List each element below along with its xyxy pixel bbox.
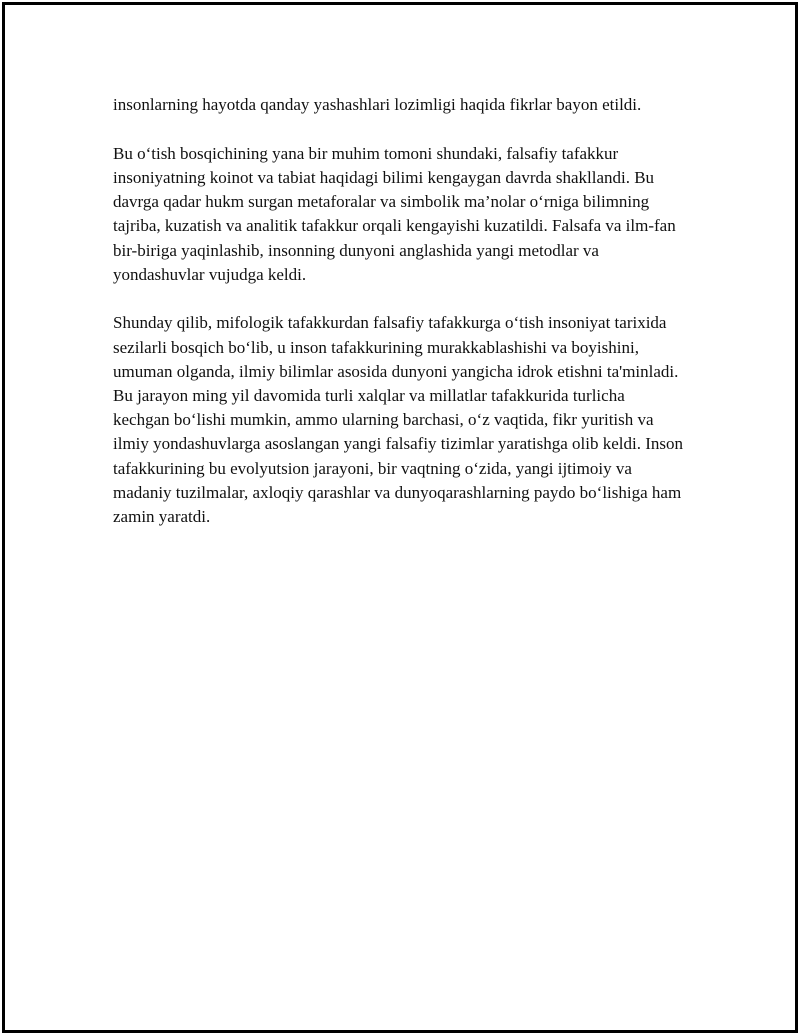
document-body [113, 93, 685, 529]
paragraph-3: Shunday qilib, mifologik tafakkurdan falsafiy tafakkurga o‘tish insoniyat tarixida sezilarli bosqich bo‘lib, u inson tafakkurining murakkablashishi va boyishini, umuman olganda, ilmiy bilimlar asosida dunyoni yangicha idrok etishni ta'minladi. Bu jarayon ming yil davomida turli xalqlar va millatlar tafakkurida turlicha kechgan bo‘lishi mumkin, ammo ularning barchasi, o‘z vaqtida, fikr yuritish va ilmiy yondashuvlarga asoslangan yangi falsafiy tizimlar yaratishga olib keldi. Inson tafakkurining bu evolyutsion jarayoni, bir vaqtning o‘zida, yangi ijtimoiy va madaniy tuzilmalar, axloqiy qarashlar va dunyoqarashlarning paydo bo‘lishiga ham zamin yaratdi. [113, 313, 683, 527]
paragraph-1: insonlarning hayotda qanday yashashlari lozimligi haqida fikrlar bayon etildi. [113, 95, 642, 114]
paragraph-2: Bu o‘tish bosqichining yana bir muhim tomoni shundaki, falsafiy tafakkur insoniyatning koinot va tabiat haqidagi bilimi kengaygan davrda shakllandi. Bu davrga qadar hukm surgan metaforalar va simbolik ma’nolar o‘rniga bilimning tajriba, kuzatish va analitik tafakkur orqali kengayishi kuzatildi. Falsafa va ilm-fan bir-biriga yaqinlashib, insonning dunyoni anglashida yangi metodlar va yondashuvlar vujudga keldi. [113, 143, 676, 284]
